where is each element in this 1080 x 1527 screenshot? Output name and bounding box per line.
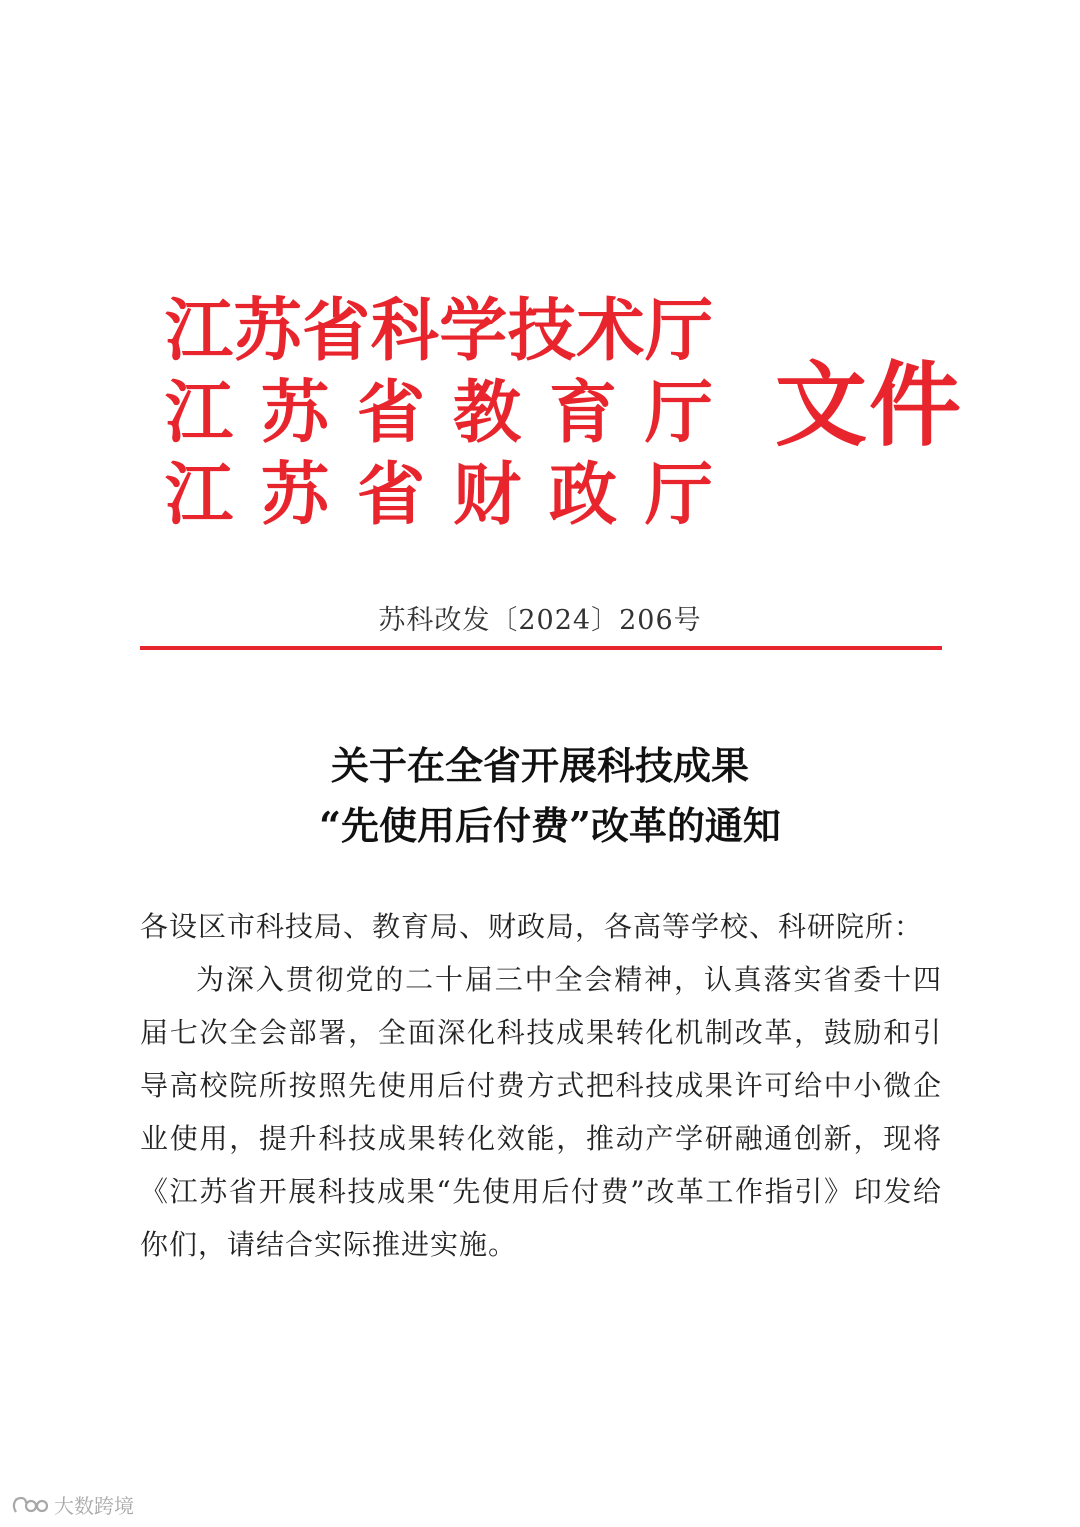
document-type-label: 文件 xyxy=(775,351,964,459)
issuer-character: 科 xyxy=(370,291,439,371)
issuer-character: 技 xyxy=(507,291,576,371)
title-line-2: “先使用后付费”改革的通知 xyxy=(319,803,781,848)
issuer-character: 厅 xyxy=(644,291,713,371)
notice-title xyxy=(0,736,1080,856)
watermark xyxy=(10,1490,134,1519)
issuer-character: 厅 xyxy=(644,373,713,453)
issuer-education xyxy=(165,372,713,454)
watermark-logo-icon xyxy=(10,1492,50,1518)
issuer-character: 苏 xyxy=(260,455,329,535)
issuer-character: 学 xyxy=(439,291,508,371)
issuer-character: 苏 xyxy=(260,373,329,453)
issuer-character: 江 xyxy=(165,373,234,453)
red-divider-line xyxy=(140,646,942,650)
issuer-character: 江 xyxy=(165,291,234,371)
issuer-character: 财 xyxy=(452,455,521,535)
salutation: 各设区市科技局、教育局、财政局，各高等学校、科研院所： xyxy=(140,910,924,943)
issuer-character: 育 xyxy=(548,373,617,453)
issuer-character: 省 xyxy=(356,373,425,453)
issuer-character: 政 xyxy=(548,455,617,535)
issuing-agencies xyxy=(165,290,725,536)
issuer-character: 术 xyxy=(576,291,645,371)
document-number: 苏科改发〔2024〕206号 xyxy=(378,605,702,636)
issuer-science-technology xyxy=(165,290,713,372)
issuer-finance xyxy=(165,454,713,536)
issuer-character: 教 xyxy=(452,373,521,453)
issuer-character: 江 xyxy=(165,455,234,535)
issuer-character: 苏 xyxy=(233,291,302,371)
issuer-character: 省 xyxy=(356,455,425,535)
watermark-text: 大数跨境 xyxy=(54,1494,134,1518)
body-paragraph: 为深入贯彻党的二十届三中全会精神，认真落实省委十四届七次全会部署，全面深化科技成果转化机制改革，鼓励和引导高校院所按照先使用后付费方式把科技成果许可给中小微企业使用，提升科技成果转化效能，推动产学研融通创新，现将《江苏省开展科技成果“先使用后付费”改革工作指引》印发给你们，请结合实际推进实施。 xyxy=(140,963,942,1261)
issuer-character: 厅 xyxy=(644,455,713,535)
issuer-character: 省 xyxy=(302,291,371,371)
notice-body xyxy=(140,900,942,1271)
title-line-1: 关于在全省开展科技成果 xyxy=(330,743,749,788)
